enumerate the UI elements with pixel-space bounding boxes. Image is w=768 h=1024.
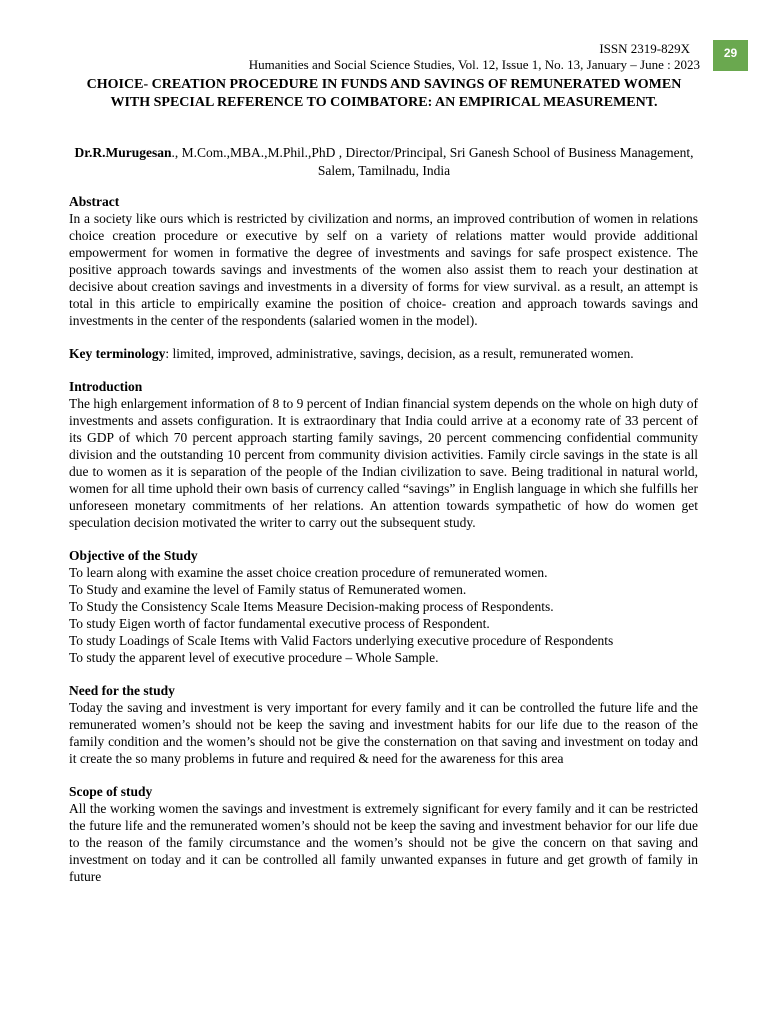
author-line	[68, 144, 700, 179]
objective-item: To Study and examine the level of Family status of Remunerated women.	[69, 582, 467, 597]
objective-item: To Study the Consistency Scale Items Measure Decision-making process of Respondents.	[69, 599, 554, 614]
paper-title: CHOICE- CREATION PROCEDURE IN FUNDS AND SAVINGS OF REMUNERATED WOMEN WITH SPECIAL REFERENCE TO COIMBATORE: AN EMPIRICAL MEASUREMENT.	[86, 77, 682, 110]
scope-heading: Scope of study	[69, 784, 153, 799]
objective-section	[69, 547, 698, 666]
objective-heading: Objective of the Study	[69, 548, 198, 563]
introduction-section	[69, 378, 698, 531]
key-terminology-section	[69, 345, 698, 362]
objective-item: To study the apparent level of executive procedure – Whole Sample.	[69, 650, 439, 665]
abstract-text: In a society like ours which is restricted by civilization and norms, an improved contribution of women in relations choice creation procedure or executive by self on a variety of relations matter would provide additional empowerment for women in formative the degree of investments and savings for safe prospect existence. The positive approach towards savings and investments of the women also assist them to reach your destination at decisive about creation savings and investments in a diversity of forms for view survival. as a result, an attempt is total in this article to empirically examine the position of choice- creation and approach towards savings and investments in the center of the respondents (salaried women in the model).	[69, 211, 698, 328]
need-section	[69, 682, 698, 767]
key-terminology-label: Key terminology	[69, 346, 166, 361]
scope-section	[69, 783, 698, 885]
objective-item: To learn along with examine the asset choice creation procedure of remunerated women.	[69, 565, 548, 580]
introduction-text: The high enlargement information of 8 to 9 percent of Indian financial system depends on the whole on high duty of investments and assets configuration. It is extraordinary that India could arrive at a economy rate of 33 percent of its GDP of which 70 percent approach starting family savings, 20 percent commencing confidential community division and the outstanding 10 percent from community division activities. Family circle savings in the state is all due to women as it is separation of the people of the Indian civilization to save. Being traditional in natural world, women for all time uphold their own basis of currency called “savings” in English language in which she fulfills her unforeseen monetary commitments of her relations. An attention towards sympathetic of how do women get speculation decision motivated the writer to carry out the subsequent study.	[69, 396, 698, 530]
issn: ISSN 2319-829X	[599, 41, 690, 56]
key-terminology-text: : limited, improved, administrative, savings, decision, as a result, remunerated women.	[165, 346, 634, 361]
abstract-heading: Abstract	[69, 194, 120, 209]
introduction-heading: Introduction	[69, 379, 143, 394]
objective-item: To study Loadings of Scale Items with Valid Factors underlying executive procedure of Respondents	[69, 633, 614, 648]
paper-body	[69, 193, 698, 885]
author-details: ., M.Com.,MBA.,M.Phil.,PhD , Director/Principal, Sri Ganesh School of Business Management, Salem, Tamilnadu, India	[171, 145, 694, 178]
page-number-badge	[713, 40, 748, 71]
objective-item: To study Eigen worth of factor fundamental executive process of Respondent.	[69, 616, 490, 631]
need-text: Today the saving and investment is very important for every family and it can be controlled the future life and the remunerated women’s should not be keep the saving and investment habits for our life due to the reason of the family condition and the women’s should not be give the consternation on that saving and investment on today and it create the so many problems in future and required & need for the awareness for this area	[69, 700, 698, 766]
scope-text: All the working women the savings and investment is extremely significant for every family and it can be restricted the future life and the remunerated women’s should not be keep the saving and investment behavior for our life due to the reason of the family circumstance and the women’s should not be give the concern on that saving and investment on today and it can be controlled all family unwanted expanses in future and get growth of family in future	[69, 801, 698, 884]
journal-citation: Humanities and Social Science Studies, Vol. 12, Issue 1, No. 13, January – June : 2023	[248, 57, 700, 72]
author-name: Dr.R.Murugesan	[74, 145, 172, 160]
abstract-section	[69, 193, 698, 329]
need-heading: Need for the study	[69, 683, 175, 698]
page-number: 29	[723, 46, 738, 60]
